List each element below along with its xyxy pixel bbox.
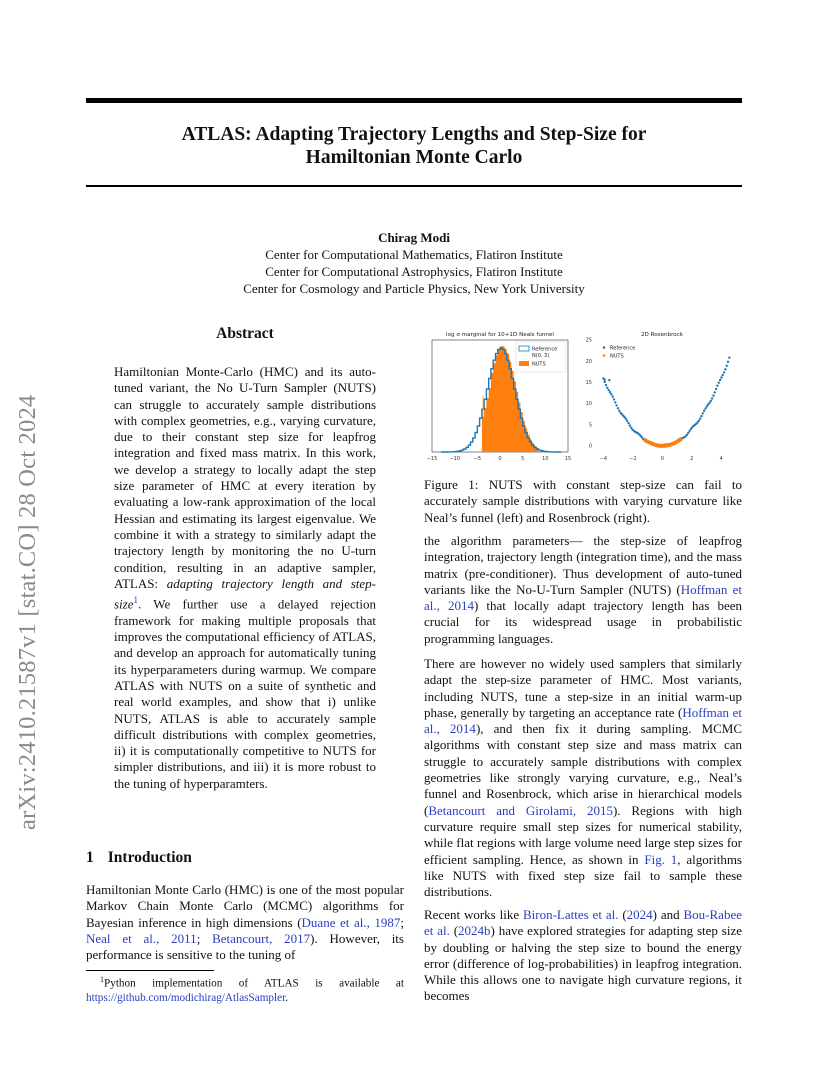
section-title: Introduction [107,849,192,866]
x-tick-label: 4 [719,456,723,462]
x-tick-label: 5 [521,456,525,462]
y-tick-label: 0 [588,443,592,450]
reference-point [618,410,620,412]
right-paragraph-1 [424,533,742,647]
reference-point [698,420,700,422]
right-text: ( [449,923,459,939]
legend-reference-label-right: Reference [610,345,636,352]
citation-link[interactable]: Betancourt, 2017 [212,930,311,946]
left-panel-title: log σ marginal for 10+1D Neals funnel [446,332,554,338]
right-text: ). Regions with high curvature require small step sizes for numerical stability, while flat regions with large volume need large step sizes for efficient sampling. Hence, as shown in [424,802,742,867]
reference-point [625,418,627,420]
right-panel [586,338,731,462]
reference-point [722,374,724,376]
affiliation: Center for Computational Astrophysics, Flatiron Institute [265,264,563,279]
y-tick-label: 5 [588,422,592,429]
citation-link[interactable]: Hoffman et al., 2014 [424,704,743,737]
y-tick-label: 10 [585,401,592,408]
citation-link[interactable]: Bou-Rabee et al. [424,907,742,939]
citation-link[interactable]: Betancourt and Girolami, 2015 [428,802,613,818]
reference-point [609,391,611,393]
figure-ref-link[interactable]: Fig. 1 [644,851,678,867]
y-tick-label: 25 [585,337,592,344]
reference-point [613,398,615,400]
figure-caption: Figure 1: NUTS with constant step-size can fail to accurately sample distributions with varying curvature like Neal’s funnel (left) and Rosenbrock (right). [424,477,742,525]
reference-point [723,371,725,373]
figure-1 [424,326,742,466]
top-rule [86,98,742,103]
x-tick-label: −10 [449,456,460,462]
right-panel-title: 2D Rosenbrock [640,332,684,338]
reference-point [614,401,616,403]
x-tick-label: −4 [599,456,608,462]
reference-point [687,432,689,434]
x-tick-label: 15 [564,456,572,462]
reference-point [712,394,714,396]
arxiv-stamp: arXiv:2410.21587v1 [stat.CO] 28 Oct 2024 [14,394,41,830]
reference-point [714,391,716,393]
footnote-rule [86,970,214,971]
reference-point [726,365,728,367]
right-paragraph-2 [424,656,742,900]
right-text: ) that locally adapt trajectory length has been crucial for its widespread usage in probabilistic programming languages. [424,598,742,646]
right-text: ), and then fix it during sampling. MCMC algorithms with constant step size and mass matrix can struggle to accurately sample distributions with complex geometries like strongly varying curvature, e.g., Neal’s funnel and Rosenbrock, which arise in hierarchical models ( [424,721,742,818]
reference-point [699,417,701,419]
right-text: Recent works like [424,907,523,922]
legend-reference-sub: N(0, 3) [532,353,550,359]
reference-point [715,388,717,390]
reference-points [602,357,730,448]
reference-point [617,407,619,409]
title-line-1: ATLAS: Adapting Trajectory Lengths and Step-Size for [181,124,647,145]
reference-point [719,379,721,381]
y-tick-label: 15 [585,380,592,387]
footnote-number: 1 [100,975,104,984]
reference-point [716,385,718,387]
author-name: Chirag Modi [378,230,450,245]
reference-point [608,379,610,381]
author-block [86,229,742,297]
x-tick-label: −2 [629,456,637,462]
intro-text: Hamiltonian Monte Carlo (HMC) is one of the most popular Markov Chain Monte Carlo (MCMC) algorithms for Bayesian inference in high dimensions ( [86,882,404,930]
reference-point [610,393,612,395]
left-x-ticks [427,456,571,462]
footnote-mark-link[interactable]: 1 [133,595,138,606]
abstract-body [114,364,376,792]
citation-link[interactable]: 2024 [626,907,653,922]
reference-point [700,415,702,417]
right-text: There are however no widely used samplers that similarly adapt the step-size parameter of HMC. Most variants, including NUTS, tune a step-size in an initial warm-up phase, generally by targeting an acceptance rate ( [424,656,742,720]
right-text: ( [618,907,627,922]
sep: ; [196,930,213,946]
reference-point [718,382,720,384]
reference-point [704,407,706,409]
x-tick-label: 0 [660,456,664,462]
abstract-heading: Abstract [216,325,274,342]
github-link[interactable]: https://github.com/modichirag/AtlasSampler [86,991,286,1004]
footnote-text: Python implementation of ATLAS is available at [104,977,404,990]
paper-title [86,123,742,169]
reference-point [604,379,606,381]
reference-point [703,410,705,412]
affiliation: Center for Cosmology and Particle Physics, New York University [243,281,585,296]
reference-point [711,397,713,399]
reference-point [688,430,690,432]
x-tick-label: 2 [690,456,694,462]
reference-point [727,361,729,363]
footnote-end: . [285,991,288,1004]
reference-point [708,402,710,404]
section-number: 1 [86,849,94,866]
reference-point [608,389,610,391]
right-x-ticks [600,456,723,462]
x-tick-label: 10 [542,456,549,462]
reference-point [720,376,722,378]
affiliation: Center for Computational Mathematics, Flatiron Institute [265,247,563,262]
citation-link[interactable]: Biron-Lattes et al. [522,907,619,922]
nuts-point [680,438,682,440]
right-text: the algorithm parameters— the step-size of leapfrog integration, trajectory length (integration time), and the mass matrix (pre-conditioner). Thus development of auto-tuned variants like the No-U-Turn Sampler (NUTS) ( [424,533,742,597]
title-line-2: Hamiltonian Monte Carlo [305,147,523,168]
reference-point [605,384,607,386]
left-panel [427,340,571,462]
reference-point [604,381,606,383]
title-bottom-rule [86,185,742,187]
reference-point [629,424,631,426]
abstract-text: Hamiltonian Monte-Carlo (HMC) and its auto-tuned variant, the No U-Turn Sampler (NUTS) can struggle to accurately sample distributions with complex geometries, e.g., varying curvature, due to their constant step size for leapfrog integration and fixed mass matrix. In this work, we develop a strategy to locally adapt the step size parameter of HMC at every iteration by evaluating a low-rank approximation of the local Hessian and estimating its largest eigenvalue. We combine it with a strategy to similarly adapt the trajectory length by monitoring the no U-turn condition, resulting in an adaptive sampler, ATLAS: [114,364,376,591]
right-text: ) have explored strategies for adapting step size by doubling or halving the step size to bound the energy error (difference of log-probabilities) in leapfrog integration. While this allows one to navigate high curvature regions, it becomes [424,923,742,1004]
right-legend [603,346,635,360]
nuts-points [643,437,682,448]
abstract-text-end: . We further use a delayed rejection framework for making multiple proposals that improves the computational efficiency of ATLAS, and develop an approach for automatically tuning its hyperparameters during warmup. We compare ATLAS with NUTS on a suite of synthetic and real world examples, and show that i) unlike NUTS, ATLAS is able to accurately sample difficult distributions with complex geometries, ii) it is computationally competitive to NUTS for simpler distributions, and iii) it is more robust to the tuning of hyperparamters. [114,596,376,791]
x-tick-label: −15 [426,456,438,462]
reference-point [626,420,628,422]
legend-nuts-label: NUTS [532,361,546,368]
intro-text-end: ). However, its performance is sensitive to the tuning of [86,930,404,963]
sep: ; [400,914,404,930]
section-heading-introduction [86,849,192,867]
intro-paragraph [86,882,404,963]
reference-point [724,368,726,370]
citation-link[interactable]: 2024b [458,923,491,939]
right-y-ticks [586,338,592,450]
reference-point [710,400,712,402]
reference-point [702,412,704,414]
abstract-italic: adapting trajectory length and step-size [114,575,376,612]
right-paragraph-3 [424,907,742,1005]
x-tick-label: 0 [498,456,502,462]
reference-point [612,396,614,398]
citation-link[interactable]: Duane et al., 1987 [301,914,401,930]
footnote [86,973,404,1005]
legend-nuts-swatch [519,361,529,366]
x-tick-label: −5 [473,456,482,462]
legend-reference-marker [603,346,606,349]
reference-point [728,357,730,359]
reference-point [615,404,617,406]
legend-nuts-marker [603,354,606,357]
citation-link[interactable]: Neal et al., 2011 [86,930,197,946]
legend-reference-label: Reference [532,346,558,353]
legend-nuts-label-right: NUTS [610,353,624,360]
reference-point [606,387,608,389]
citation-link[interactable]: Hoffman et al., 2014 [424,581,742,614]
y-tick-label: 20 [585,358,592,365]
reference-point [627,422,629,424]
left-legend [516,342,566,372]
right-text: , algorithms like NUTS with fixed step size fail to sample these distributions. [424,851,742,900]
right-text: ) and [652,907,684,922]
